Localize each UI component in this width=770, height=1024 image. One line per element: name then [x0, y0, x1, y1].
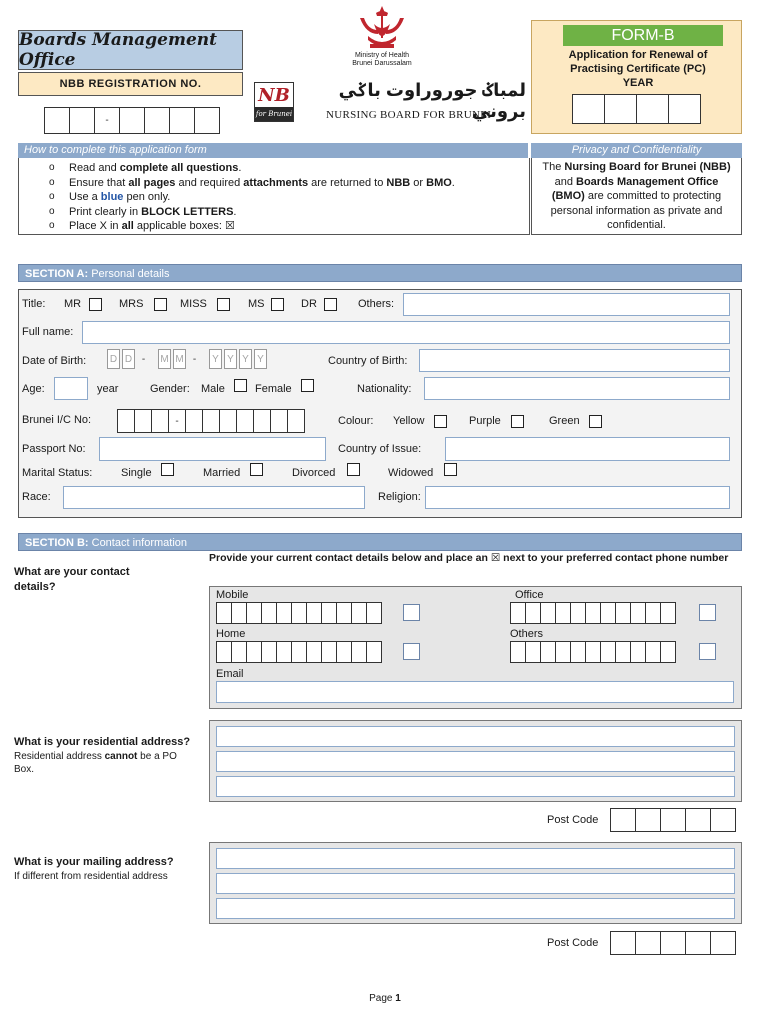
- office-box[interactable]: [585, 602, 601, 624]
- year-box[interactable]: [604, 94, 637, 124]
- mobile-box[interactable]: [336, 602, 352, 624]
- mobile-box[interactable]: [231, 602, 247, 624]
- residential-post-code-boxes: [610, 808, 735, 832]
- reg-box[interactable]: [69, 107, 95, 134]
- reg-box[interactable]: [119, 107, 145, 134]
- mailing-post-code-boxes: [610, 931, 735, 955]
- others-box[interactable]: [510, 641, 526, 663]
- ic-box[interactable]: [253, 409, 271, 433]
- female-label: Female: [255, 383, 292, 395]
- gender-label: Gender:: [150, 383, 190, 395]
- home-box[interactable]: [216, 641, 232, 663]
- race-input[interactable]: [63, 486, 365, 509]
- dob-separator: -: [141, 353, 146, 365]
- title-miss-checkbox[interactable]: [217, 298, 230, 311]
- ic-box[interactable]: [287, 409, 305, 433]
- contact-question: What are your contact details?: [14, 566, 130, 593]
- others-box[interactable]: [660, 641, 676, 663]
- religion-input[interactable]: [425, 486, 730, 509]
- home-box[interactable]: [321, 641, 337, 663]
- contact-instruction: Provide your current contact details below and place an ☒ next to your preferred contact phone number: [209, 552, 729, 564]
- residential-address-line[interactable]: [216, 751, 735, 772]
- office-boxes: [510, 602, 675, 624]
- home-box[interactable]: [306, 641, 322, 663]
- title-others-input[interactable]: [403, 293, 730, 316]
- mailing-address-line[interactable]: [216, 873, 735, 894]
- marital-widowed-checkbox[interactable]: [444, 463, 457, 476]
- year-box[interactable]: [668, 94, 701, 124]
- others-box[interactable]: [540, 641, 556, 663]
- country-issue-label: Country of Issue:: [338, 443, 422, 455]
- marital-single-label: Single: [121, 467, 152, 479]
- mailing-question-block: [14, 855, 204, 883]
- list-item: o Use a blue pen only.: [49, 190, 529, 205]
- colour-green-checkbox[interactable]: [589, 415, 602, 428]
- country-birth-input[interactable]: [419, 349, 730, 372]
- ic-box[interactable]: [202, 409, 220, 433]
- mobile-box[interactable]: [261, 602, 277, 624]
- others-box[interactable]: [600, 641, 616, 663]
- full-name-label: Full name:: [22, 326, 74, 338]
- dob-year-box[interactable]: Y: [239, 349, 252, 369]
- post-code-box[interactable]: [685, 931, 711, 955]
- ic-box[interactable]: [236, 409, 254, 433]
- residential-address-line[interactable]: [216, 726, 735, 747]
- reg-box[interactable]: [169, 107, 195, 134]
- others-box[interactable]: [555, 641, 571, 663]
- ic-box[interactable]: [270, 409, 288, 433]
- board-name: NURSING BOARD FOR BRUNEI: [326, 109, 492, 121]
- ministry-text: Ministry of Health Brunei Darussalam: [352, 52, 412, 67]
- race-label: Race:: [22, 491, 51, 503]
- title-ms-checkbox[interactable]: [271, 298, 284, 311]
- mailing-note: If different from residential address: [14, 871, 168, 882]
- post-code-box[interactable]: [660, 931, 686, 955]
- post-code-box[interactable]: [635, 931, 661, 955]
- age-label: Age:: [22, 383, 45, 395]
- dob-month-box[interactable]: M: [158, 349, 171, 369]
- others-box[interactable]: [570, 641, 586, 663]
- home-box[interactable]: [231, 641, 247, 663]
- colour-yellow-checkbox[interactable]: [434, 415, 447, 428]
- others-label: Others:: [358, 298, 395, 310]
- list-item: o Read and complete all questions.: [49, 161, 529, 176]
- ic-box[interactable]: [117, 409, 135, 433]
- home-box[interactable]: [336, 641, 352, 663]
- office-box[interactable]: [660, 602, 676, 624]
- country-issue-input[interactable]: [445, 437, 730, 461]
- office-box[interactable]: [525, 602, 541, 624]
- mailing-address-line[interactable]: [216, 898, 735, 919]
- list-item: o Place X in all applicable boxes: ☒: [49, 219, 529, 234]
- title-mrs-checkbox[interactable]: [154, 298, 167, 311]
- dob-separator: -: [192, 353, 197, 365]
- mobile-boxes: [216, 602, 381, 624]
- home-box[interactable]: [261, 641, 277, 663]
- reg-box[interactable]: [194, 107, 220, 134]
- mailing-address-line[interactable]: [216, 848, 735, 869]
- home-box[interactable]: [291, 641, 307, 663]
- others-contact-label: Others: [510, 628, 544, 640]
- list-item: o Ensure that all pages and required attachments are returned to NBB or BMO.: [49, 176, 529, 191]
- email-label: Email: [216, 668, 244, 680]
- board-name-jawi: لمباݢ جوروراوت باݢي بروني: [338, 80, 526, 121]
- title-option-ms: MS: [248, 298, 265, 310]
- post-code-box[interactable]: [710, 931, 736, 955]
- office-preferred-checkbox[interactable]: [699, 604, 716, 621]
- age-year-label: year: [97, 383, 119, 395]
- male-label: Male: [201, 383, 225, 395]
- others-box[interactable]: [630, 641, 646, 663]
- title-mr-checkbox[interactable]: [89, 298, 102, 311]
- residential-address-line[interactable]: [216, 776, 735, 797]
- marital-label: Marital Status:: [22, 467, 93, 479]
- post-code-box[interactable]: [635, 808, 661, 832]
- others-box[interactable]: [585, 641, 601, 663]
- ic-label: Brunei I/C No:: [22, 414, 92, 426]
- mobile-box[interactable]: [366, 602, 382, 624]
- passport-label: Passport No:: [22, 443, 86, 455]
- email-input[interactable]: [216, 681, 734, 703]
- office-box[interactable]: [645, 602, 661, 624]
- home-box[interactable]: [351, 641, 367, 663]
- page-number: Page 1: [369, 993, 401, 1004]
- colour-label: Colour:: [338, 415, 374, 427]
- mobile-preferred-checkbox[interactable]: [403, 604, 420, 621]
- privacy-heading: Privacy and Confidentiality: [531, 143, 742, 158]
- mobile-box[interactable]: [306, 602, 322, 624]
- marital-divorced-checkbox[interactable]: [347, 463, 360, 476]
- year-box[interactable]: [572, 94, 605, 124]
- male-checkbox[interactable]: [234, 379, 247, 392]
- section-b-heading: SECTION B: Contact information: [18, 533, 742, 551]
- passport-input[interactable]: [99, 437, 326, 461]
- ic-box[interactable]: [134, 409, 152, 433]
- residential-note: Residential address cannot be a PO Box.: [14, 751, 177, 775]
- country-birth-label: Country of Birth:: [328, 355, 408, 367]
- instructions-heading: How to complete this application form: [18, 143, 528, 158]
- nationality-input[interactable]: [424, 377, 730, 400]
- year-boxes: [572, 94, 700, 124]
- nbb-registration-boxes: [44, 107, 219, 134]
- brunei-crest-icon: [352, 4, 412, 52]
- mobile-box[interactable]: [321, 602, 337, 624]
- ic-box[interactable]: [219, 409, 237, 433]
- office-box[interactable]: [510, 602, 526, 624]
- residential-post-code-label: Post Code: [547, 814, 599, 826]
- marital-married-label: Married: [203, 467, 241, 479]
- dob-month-box[interactable]: M: [173, 349, 186, 369]
- instructions-list: [18, 158, 530, 235]
- office-box[interactable]: [630, 602, 646, 624]
- mailing-post-code-label: Post Code: [547, 937, 599, 949]
- title-option-miss: MISS: [180, 298, 207, 310]
- religion-label: Religion:: [378, 491, 421, 503]
- mobile-box[interactable]: [276, 602, 292, 624]
- dob-label: Date of Birth:: [22, 355, 87, 367]
- dob-year-box[interactable]: Y: [224, 349, 237, 369]
- mobile-box[interactable]: [246, 602, 262, 624]
- home-box[interactable]: [276, 641, 292, 663]
- dob-year-box[interactable]: Y: [209, 349, 222, 369]
- office-box[interactable]: [540, 602, 556, 624]
- nb-logo: NB for Brunei: [254, 82, 294, 122]
- female-checkbox[interactable]: [301, 379, 314, 392]
- form-description: Application for Renewal of Practising Certificate (PC) YEAR: [568, 49, 708, 89]
- year-box[interactable]: [636, 94, 669, 124]
- others-box[interactable]: [615, 641, 631, 663]
- mobile-box[interactable]: [216, 602, 232, 624]
- mobile-box[interactable]: [291, 602, 307, 624]
- office-box[interactable]: [570, 602, 586, 624]
- form-label: FORM-B: [563, 25, 723, 46]
- list-item: o Print clearly in BLOCK LETTERS.: [49, 205, 529, 220]
- ic-box[interactable]: [185, 409, 203, 433]
- home-preferred-checkbox[interactable]: [403, 643, 420, 660]
- others-preferred-checkbox[interactable]: [699, 643, 716, 660]
- nbb-registration-label: NBB REGISTRATION NO.: [18, 72, 243, 96]
- office-box[interactable]: [600, 602, 616, 624]
- home-box[interactable]: [366, 641, 382, 663]
- post-code-box[interactable]: [710, 808, 736, 832]
- home-box[interactable]: [246, 641, 262, 663]
- title-option-mrs: MRS: [119, 298, 144, 310]
- post-code-box[interactable]: [610, 808, 636, 832]
- mobile-label: Mobile: [216, 589, 249, 601]
- marital-married-checkbox[interactable]: [250, 463, 263, 476]
- dob-day-box[interactable]: D: [122, 349, 135, 369]
- residential-question-block: [14, 735, 194, 776]
- privacy-text: The Nursing Board for Brunei (NBB) and Boards Management Office (BMO) are committed to protecting personal information as private and confidential.: [531, 158, 742, 235]
- checked-box-icon: ☒: [224, 220, 235, 233]
- section-a-heading: SECTION A: Personal details: [18, 264, 742, 282]
- reg-box[interactable]: [144, 107, 170, 134]
- marital-single-checkbox[interactable]: [161, 463, 174, 476]
- marital-divorced-label: Divorced: [292, 467, 336, 479]
- office-label: Office: [515, 589, 544, 601]
- dob-day-box[interactable]: D: [107, 349, 120, 369]
- mailing-question: What is your mailing address?: [14, 856, 174, 868]
- dob-boxes: [107, 349, 269, 369]
- age-input[interactable]: [54, 377, 88, 400]
- mailing-address-panel: [209, 842, 742, 924]
- full-name-input[interactable]: [82, 321, 730, 344]
- title-option-mr: MR: [64, 298, 82, 310]
- residential-question: What is your residential address?: [14, 736, 191, 748]
- home-boxes: [216, 641, 381, 663]
- title-option-dr: DR: [301, 298, 317, 310]
- post-code-box[interactable]: [685, 808, 711, 832]
- colour-yellow-label: Yellow: [393, 415, 425, 427]
- title-dr-checkbox[interactable]: [324, 298, 337, 311]
- colour-purple-checkbox[interactable]: [511, 415, 524, 428]
- nationality-label: Nationality:: [357, 383, 412, 395]
- others-box[interactable]: [525, 641, 541, 663]
- mobile-box[interactable]: [351, 602, 367, 624]
- home-label: Home: [216, 628, 246, 640]
- colour-green-label: Green: [549, 415, 580, 427]
- marital-widowed-label: Widowed: [388, 467, 434, 479]
- dob-year-box[interactable]: Y: [254, 349, 267, 369]
- ic-box[interactable]: -: [168, 409, 186, 433]
- reg-box[interactable]: -: [94, 107, 120, 134]
- reg-box[interactable]: [44, 107, 70, 134]
- others-contact-boxes: [510, 641, 675, 663]
- ic-box[interactable]: [151, 409, 169, 433]
- post-code-box[interactable]: [610, 931, 636, 955]
- others-box[interactable]: [645, 641, 661, 663]
- office-box[interactable]: [555, 602, 571, 624]
- ic-boxes: [117, 409, 304, 433]
- colour-purple-label: Purple: [469, 415, 501, 427]
- office-title: Boards Management Office: [18, 30, 243, 70]
- post-code-box[interactable]: [660, 808, 686, 832]
- residential-address-panel: [209, 720, 742, 802]
- office-box[interactable]: [615, 602, 631, 624]
- title-label: Title:: [22, 298, 46, 310]
